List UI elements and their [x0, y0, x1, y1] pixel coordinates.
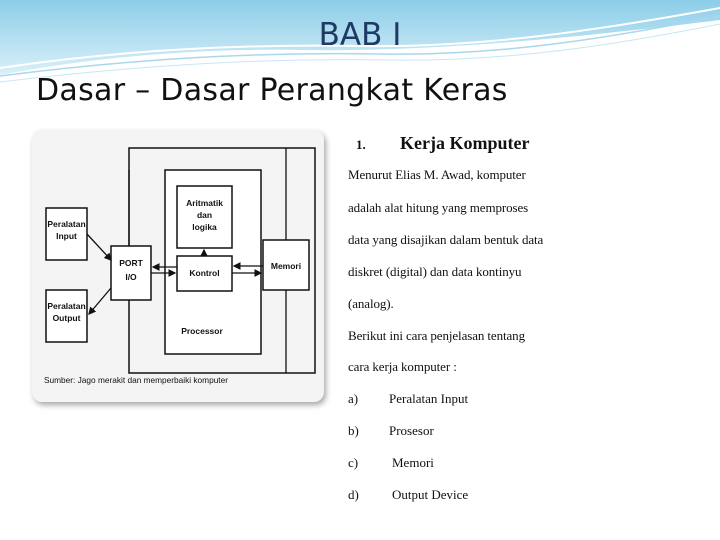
slide-subtitle: Dasar – Dasar Perangkat Keras	[36, 73, 508, 108]
list-item-marker: d)	[348, 487, 359, 502]
port-label: PORT	[119, 258, 143, 268]
alu-label-3: logika	[192, 222, 217, 232]
paragraph-line: cara kerja komputer :	[348, 359, 457, 374]
list-item-marker: a)	[348, 391, 359, 406]
list-item: Memori	[392, 455, 434, 470]
section-heading	[356, 133, 529, 154]
section-number: 1.	[356, 137, 366, 152]
paragraph-line: diskret (digital) dan data kontinyu	[348, 264, 522, 279]
input-device-label-2: Input	[56, 231, 77, 241]
list-item: Output Device	[392, 487, 469, 502]
memory-label: Memori	[270, 261, 302, 271]
slide-title: BAB I	[318, 17, 402, 53]
processor-label: Processor	[181, 326, 223, 336]
list-item: Prosesor	[389, 423, 434, 438]
output-device-label: Peralatan	[47, 301, 86, 311]
list-item-marker: c)	[348, 455, 359, 470]
computer-block-diagram	[32, 130, 324, 402]
list-item: Peralatan Input	[389, 391, 469, 406]
section-title: Kerja Komputer	[400, 133, 530, 153]
diagram-source-caption: Sumber: Jago merakit dan memperbaiki komputer	[44, 375, 228, 385]
input-device-label: Peralatan	[47, 219, 86, 229]
port-label-2: I/O	[125, 272, 137, 282]
output-device-label-2: Output	[52, 313, 81, 323]
paragraph-line: Berikut ini cara penjelasan tentang	[348, 328, 525, 343]
paragraph-line: adalah alat hitung yang memproses	[348, 200, 529, 215]
list-item-marker: b)	[348, 423, 359, 438]
paragraph-line: data yang disajikan dalam bentuk data	[348, 232, 544, 247]
control-label: Kontrol	[189, 268, 220, 278]
paragraph-line: Menurut Elias M. Awad, komputer	[348, 167, 526, 182]
alu-label-2: dan	[196, 210, 213, 220]
alu-label: Aritmatik	[186, 198, 223, 208]
paragraph-line: (analog).	[348, 296, 394, 311]
